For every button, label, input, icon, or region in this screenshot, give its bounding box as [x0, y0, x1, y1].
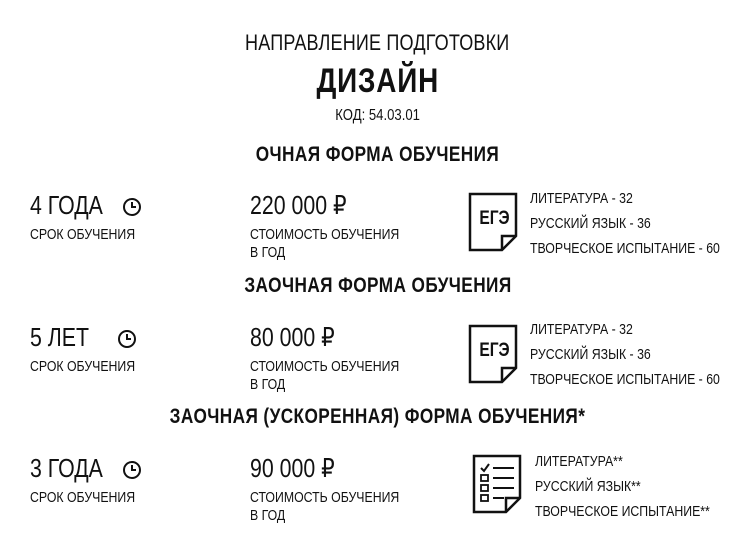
clock-icon — [117, 329, 137, 349]
header-kicker: НАПРАВЛЕНИЕ ПОДГОТОВКИ — [245, 30, 510, 55]
exam-item: РУССКИЙ ЯЗЫК** — [535, 478, 641, 495]
exam-item: ТВОРЧЕСКОЕ ИСПЫТАНИЕ - 60 — [530, 371, 720, 388]
exam-list — [530, 317, 755, 392]
cost-label: СТОИМОСТЬ ОБУЧЕНИЯ — [250, 489, 400, 506]
duration-value: 4 ГОДА — [30, 190, 103, 220]
cost-block — [250, 190, 432, 262]
clock-icon — [122, 460, 142, 480]
ege-badge: ЕГЭ — [478, 340, 510, 361]
form-title-accelerated: ЗАОЧНАЯ (УСКОРЕННАЯ) ФОРМА ОБУЧЕНИЯ* — [169, 405, 586, 428]
clock-icon — [122, 197, 142, 217]
exam-list — [530, 186, 755, 261]
duration-block — [30, 322, 158, 376]
cost-value: 80 000 ₽ — [250, 322, 335, 352]
exam-item: РУССКИЙ ЯЗЫК - 36 — [530, 346, 651, 363]
cost-value: 220 000 ₽ — [250, 190, 347, 220]
duration-label: СРОК ОБУЧЕНИЯ — [30, 226, 136, 243]
duration-label: СРОК ОБУЧЕНИЯ — [30, 489, 136, 506]
exam-item: ТВОРЧЕСКОЕ ИСПЫТАНИЕ - 60 — [530, 240, 720, 257]
exam-item: ТВОРЧЕСКОЕ ИСПЫТАНИЕ** — [535, 503, 710, 520]
exam-item: ЛИТЕРАТУРА - 32 — [530, 321, 633, 338]
exam-item: ЛИТЕРАТУРА** — [535, 453, 623, 470]
cost-period: В ГОД — [250, 244, 286, 261]
cost-block — [250, 322, 432, 394]
cost-label: СТОИМОСТЬ ОБУЧЕНИЯ — [250, 226, 400, 243]
cost-period: В ГОД — [250, 376, 286, 393]
program-code: КОД: 54.03.01 — [335, 107, 420, 124]
exam-list — [535, 449, 748, 524]
cost-label: СТОИМОСТЬ ОБУЧЕНИЯ — [250, 358, 400, 375]
form-title-full-time: ОЧНАЯ ФОРМА ОБУЧЕНИЯ — [255, 143, 500, 166]
cost-period: В ГОД — [250, 507, 286, 524]
duration-block — [30, 190, 158, 244]
ege-badge: ЕГЭ — [478, 208, 510, 229]
exam-item: ЛИТЕРАТУРА - 32 — [530, 190, 633, 207]
exam-item: РУССКИЙ ЯЗЫК - 36 — [530, 215, 651, 232]
page-title: ДИЗАЙН — [316, 62, 439, 100]
cost-value: 90 000 ₽ — [250, 453, 335, 483]
form-title-part-time: ЗАОЧНАЯ ФОРМА ОБУЧЕНИЯ — [243, 274, 512, 297]
checklist-icon — [472, 454, 524, 514]
duration-value: 5 ЛЕТ — [30, 322, 90, 352]
duration-block — [30, 453, 158, 507]
duration-value: 3 ГОДА — [30, 453, 103, 483]
cost-block — [250, 453, 432, 525]
duration-label: СРОК ОБУЧЕНИЯ — [30, 358, 136, 375]
